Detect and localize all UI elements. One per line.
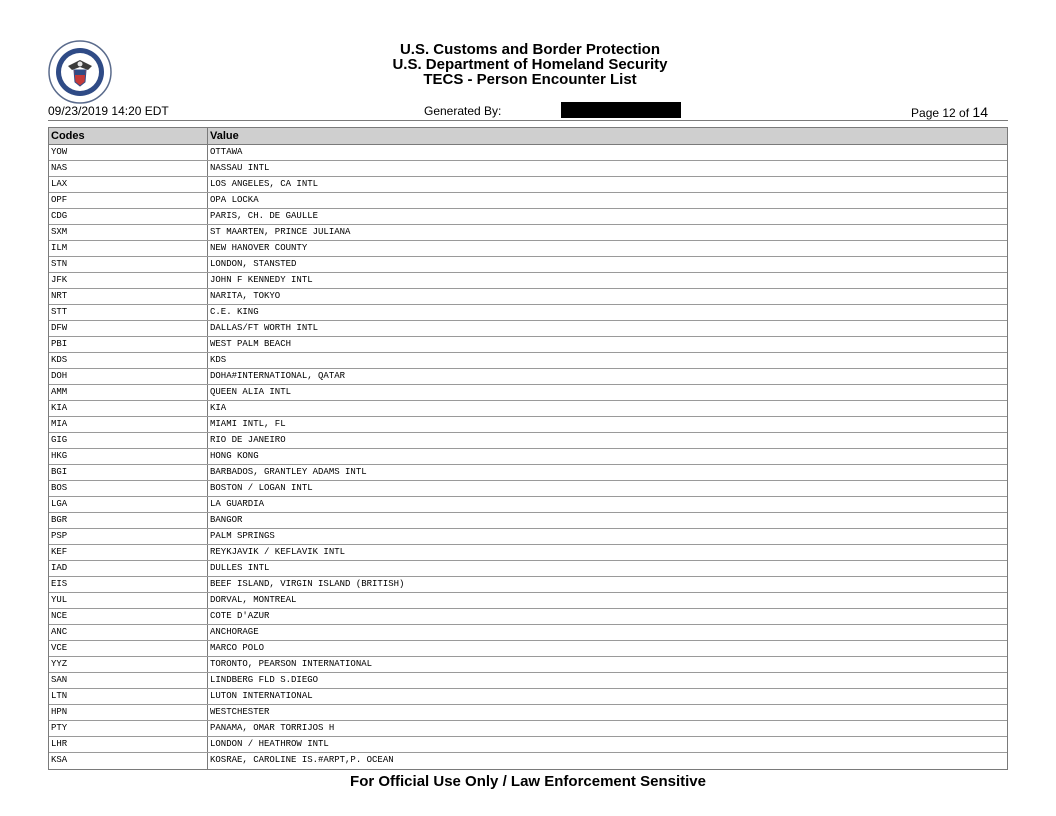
table-row	[49, 529, 1007, 545]
footer-notice: For Official Use Only / Law Enforcement Sensitive	[350, 773, 706, 790]
cell-value: PARIS, CH. DE GAULLE	[210, 211, 319, 221]
table-row	[49, 449, 1007, 465]
cell-code: STN	[49, 257, 208, 272]
cell-value: PANAMA, OMAR TORRIJOS H	[210, 723, 335, 733]
table-row	[49, 321, 1007, 337]
cell-code: YUL	[49, 593, 208, 608]
cell-code: YOW	[49, 145, 208, 160]
cell-code: NRT	[49, 289, 208, 304]
cell-code: VCE	[49, 641, 208, 656]
cell-value: JOHN F KENNEDY INTL	[210, 275, 313, 285]
department-title: U.S. Department of Homeland Security	[392, 56, 668, 73]
table-row	[49, 705, 1007, 721]
table-row	[49, 193, 1007, 209]
cell-code: BGI	[49, 465, 208, 480]
cell-value: DOHA#INTERNATIONAL, QATAR	[210, 371, 346, 381]
cell-code: PBI	[49, 337, 208, 352]
table-row	[49, 241, 1007, 257]
cell-value: KOSRAE, CAROLINE IS.#ARPT,P. OCEAN	[210, 755, 394, 765]
document-header	[300, 42, 760, 87]
header-divider	[48, 120, 1008, 121]
table-row	[49, 337, 1007, 353]
cell-value: LINDBERG FLD S.DIEGO	[210, 675, 319, 685]
cell-code: KDS	[49, 353, 208, 368]
cell-value: COTE D'AZUR	[210, 611, 270, 621]
table-row	[49, 417, 1007, 433]
table-row	[49, 353, 1007, 369]
cell-code: KSA	[49, 753, 208, 769]
table-row	[49, 369, 1007, 385]
table-row	[49, 545, 1007, 561]
table-row	[49, 145, 1007, 161]
cell-value: BEEF ISLAND, VIRGIN ISLAND (BRITISH)	[210, 579, 405, 589]
cell-code: CDG	[49, 209, 208, 224]
agency-title: U.S. Customs and Border Protection	[399, 41, 661, 58]
cell-value: QUEEN ALIA INTL	[210, 387, 292, 397]
cell-code: EIS	[49, 577, 208, 592]
table-row	[49, 401, 1007, 417]
column-header-value: Value	[210, 130, 239, 142]
table-row	[49, 561, 1007, 577]
cell-code: KIA	[49, 401, 208, 416]
page-total: 14	[972, 104, 988, 120]
cell-code: SXM	[49, 225, 208, 240]
cell-code: KEF	[49, 545, 208, 560]
cell-value: KIA	[210, 403, 227, 413]
table-row	[49, 289, 1007, 305]
cell-code: YYZ	[49, 657, 208, 672]
table-row	[49, 497, 1007, 513]
cell-value: DULLES INTL	[210, 563, 270, 573]
cell-code: LHR	[49, 737, 208, 752]
cell-code: PTY	[49, 721, 208, 736]
cell-value: BARBADOS, GRANTLEY ADAMS INTL	[210, 467, 367, 477]
cell-code: AMM	[49, 385, 208, 400]
generated-by-label: Generated By:	[424, 104, 502, 118]
cell-value: OPA LOCKA	[210, 195, 259, 205]
cell-value: LONDON / HEATHROW INTL	[210, 739, 329, 749]
cell-value: NEW HANOVER COUNTY	[210, 243, 308, 253]
cell-code: HPN	[49, 705, 208, 720]
table-row	[49, 753, 1007, 769]
table-row	[49, 481, 1007, 497]
cell-code: SAN	[49, 673, 208, 688]
cell-code: NCE	[49, 609, 208, 624]
table-row	[49, 465, 1007, 481]
report-meta	[48, 104, 1008, 120]
report-title: TECS - Person Encounter List	[423, 71, 637, 88]
cell-value: BOSTON / LOGAN INTL	[210, 483, 313, 493]
table-row	[49, 625, 1007, 641]
cell-code: BGR	[49, 513, 208, 528]
cell-code: LGA	[49, 497, 208, 512]
cell-value: TORONTO, PEARSON INTERNATIONAL	[210, 659, 373, 669]
table-row	[49, 273, 1007, 289]
table-row	[49, 257, 1007, 273]
table-row	[49, 161, 1007, 177]
page-label: Page 12 of	[911, 106, 970, 120]
cell-value: KDS	[210, 355, 227, 365]
redaction-box	[561, 102, 681, 118]
cell-value: LUTON INTERNATIONAL	[210, 691, 313, 701]
cell-value: DORVAL, MONTREAL	[210, 595, 297, 605]
cell-value: NARITA, TOKYO	[210, 291, 281, 301]
table-row	[49, 177, 1007, 193]
cell-code: PSP	[49, 529, 208, 544]
cell-code: DOH	[49, 369, 208, 384]
table-row	[49, 657, 1007, 673]
cell-code: JFK	[49, 273, 208, 288]
cell-value: NASSAU INTL	[210, 163, 270, 173]
dhs-seal-icon	[48, 40, 112, 104]
table-row	[49, 641, 1007, 657]
cell-code: MIA	[49, 417, 208, 432]
column-header-codes: Codes	[49, 128, 208, 144]
table-body	[49, 145, 1007, 769]
cell-value: HONG KONG	[210, 451, 259, 461]
table-row	[49, 385, 1007, 401]
table-header	[49, 128, 1007, 145]
page-indicator	[911, 104, 988, 120]
table-row	[49, 225, 1007, 241]
cell-value: BANGOR	[210, 515, 243, 525]
cell-value: LOS ANGELES, CA INTL	[210, 179, 319, 189]
cell-code: DFW	[49, 321, 208, 336]
cell-value: WESTCHESTER	[210, 707, 270, 717]
cell-code: STT	[49, 305, 208, 320]
table-row	[49, 577, 1007, 593]
cell-value: C.E. KING	[210, 307, 259, 317]
table-row	[49, 609, 1007, 625]
cell-code: BOS	[49, 481, 208, 496]
table-row	[49, 673, 1007, 689]
cell-value: MARCO POLO	[210, 643, 265, 653]
cell-value: LONDON, STANSTED	[210, 259, 297, 269]
cell-value: DALLAS/FT WORTH INTL	[210, 323, 319, 333]
cell-value: MIAMI INTL, FL	[210, 419, 286, 429]
codes-table	[48, 127, 1008, 770]
cell-code: LAX	[49, 177, 208, 192]
cell-code: HKG	[49, 449, 208, 464]
cell-value: REYKJAVIK / KEFLAVIK INTL	[210, 547, 346, 557]
cell-value: ANCHORAGE	[210, 627, 259, 637]
table-row	[49, 305, 1007, 321]
table-row	[49, 689, 1007, 705]
table-row	[49, 433, 1007, 449]
cell-value: PALM SPRINGS	[210, 531, 275, 541]
table-row	[49, 737, 1007, 753]
cell-value: OTTAWA	[210, 147, 243, 157]
report-datetime: 09/23/2019 14:20 EDT	[48, 104, 169, 118]
cell-code: GIG	[49, 433, 208, 448]
cell-code: OPF	[49, 193, 208, 208]
table-row	[49, 593, 1007, 609]
cell-code: ILM	[49, 241, 208, 256]
table-row	[49, 513, 1007, 529]
table-row	[49, 721, 1007, 737]
cell-code: ANC	[49, 625, 208, 640]
cell-code: LTN	[49, 689, 208, 704]
cell-value: LA GUARDIA	[210, 499, 265, 509]
cell-code: NAS	[49, 161, 208, 176]
cell-value: WEST PALM BEACH	[210, 339, 292, 349]
cell-value: ST MAARTEN, PRINCE JULIANA	[210, 227, 351, 237]
cell-value: RIO DE JANEIRO	[210, 435, 286, 445]
cell-code: IAD	[49, 561, 208, 576]
table-row	[49, 209, 1007, 225]
